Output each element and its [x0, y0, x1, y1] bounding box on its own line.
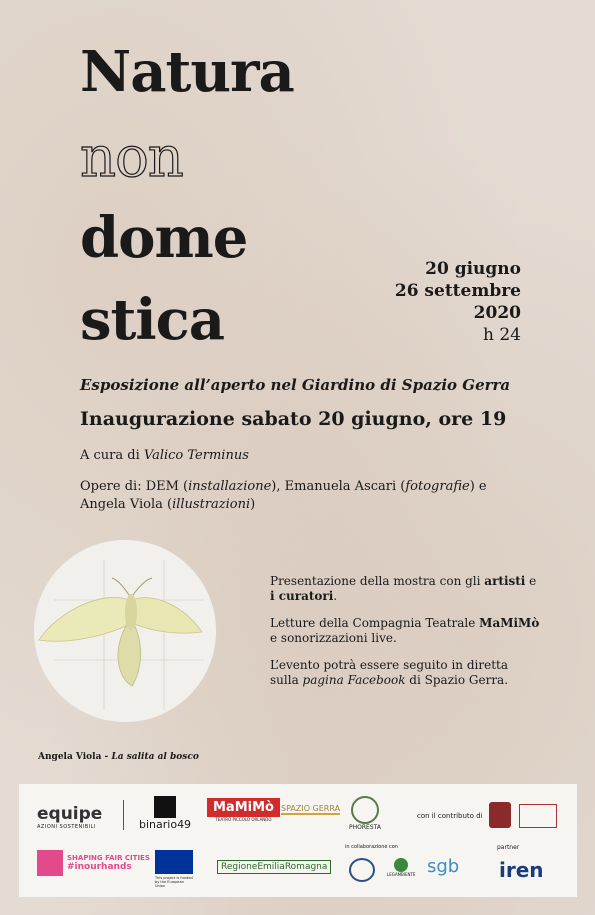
reggio-emilia-logo-icon [519, 804, 557, 828]
partner-label: partner [497, 844, 520, 851]
detail-p1b: artisti [484, 574, 526, 588]
municipal-crest-icon [489, 802, 511, 828]
work-installazione: installazione [188, 479, 272, 494]
date-hours: h 24 [483, 325, 521, 345]
partner-emblem-icon [349, 858, 375, 882]
title-line-stica: stica [80, 287, 225, 353]
date-end: 26 settembre [394, 281, 521, 301]
equipe-logo [37, 804, 102, 830]
binario49-logo [139, 796, 191, 831]
detail-p3a: L’evento potrà essere seguito in diretta sulla [270, 658, 508, 687]
inauguration-line: Inaugurazione sabato 20 giugno, ore 19 [80, 408, 507, 430]
detail-p2b: MaMiMò [479, 616, 540, 630]
works-by [80, 478, 530, 514]
spazio-gerra-logo: SPAZIO GERRA [281, 804, 341, 813]
detail-p1c: e [525, 574, 537, 588]
date-start: 20 giugno [425, 259, 521, 279]
binario-mark-icon [154, 796, 176, 818]
event-dates [395, 258, 521, 346]
work-fotografie: fotografie [405, 479, 470, 494]
event-details [270, 574, 540, 700]
works-prefix: Opere di: DEM ( [80, 479, 189, 494]
detail-p1d: i curatori [270, 589, 334, 603]
title-line-dome: dome [80, 205, 248, 271]
illustration-caption [38, 752, 199, 762]
eu-funding-text: This project is funded by the European Union [155, 876, 193, 888]
sgb-logo: sgb [427, 856, 460, 877]
binario-name: binario [139, 818, 178, 831]
logo-divider [123, 800, 124, 830]
curated-prefix: A cura di [80, 448, 144, 463]
detail-p1a: Presentazione della mostra con gli [270, 574, 485, 588]
mamimo-logo [207, 798, 280, 822]
equipe-name: equipe [37, 804, 103, 824]
works-mid1: ), Emanuela Ascari ( [271, 479, 406, 494]
works-end: ) [250, 497, 256, 512]
caption-author: Angela Viola - [38, 752, 112, 762]
inourhands-tag: #inourhands [67, 862, 132, 872]
caption-title: La salita al bosco [111, 752, 199, 762]
sponsor-logos [19, 784, 577, 897]
shaping-title: SHAPING FAIR CITIES [67, 854, 150, 862]
facebook-page-link[interactable]: pagina Facebook [302, 673, 406, 687]
detail-p1e: . [333, 589, 338, 603]
work-illustrazioni: illustrazioni [172, 497, 251, 512]
detail-presentation [270, 574, 540, 604]
works-mid2: ) e Angela Viola ( [80, 479, 487, 512]
binario-number: 49 [177, 818, 192, 831]
detail-streaming [270, 658, 540, 688]
shaping-cube-icon [37, 850, 63, 876]
legambiente-logo [387, 858, 415, 877]
phoresta-logo [349, 796, 381, 831]
legambiente-icon [394, 858, 408, 872]
detail-p2c: e sonorizzazioni live. [270, 631, 397, 645]
collaborazione-label: in collaborazione con [345, 844, 399, 850]
moth-icon [34, 540, 216, 722]
contributo-label: con il contributo di [417, 812, 483, 820]
eu-flag-icon [155, 850, 193, 874]
title-line-natura: Natura [80, 39, 294, 105]
regione-emilia-romagna-logo: RegioneEmiliaRomagna [217, 860, 331, 874]
legambiente-name: LEGAMBIENTE [387, 872, 416, 877]
mamimo-name: MaMiMò [207, 798, 280, 817]
curator-name: Valico Terminus [143, 448, 249, 463]
detail-p3c: di Spazio Gerra. [405, 673, 509, 687]
detail-readings [270, 616, 540, 646]
shaping-fair-cities-text [67, 854, 150, 872]
phoresta-name: PHORESTA [349, 824, 381, 831]
title-line-non: non [80, 125, 183, 190]
exhibition-subtitle: Esposizione all’aperto nel Giardino di Spazio Gerra [80, 376, 511, 394]
iren-logo: iren [499, 858, 544, 882]
date-year: 2020 [473, 303, 521, 323]
phoresta-ring-icon [351, 796, 379, 824]
equipe-sub: AZIONI SOSTENIBILI [37, 824, 96, 830]
detail-p2a: Letture della Compagnia Teatrale [270, 616, 480, 630]
moth-illustration [34, 540, 216, 722]
curated-by [80, 448, 249, 463]
mamimo-sub: TEATRO PICCOLO ORLANDO [215, 817, 272, 822]
